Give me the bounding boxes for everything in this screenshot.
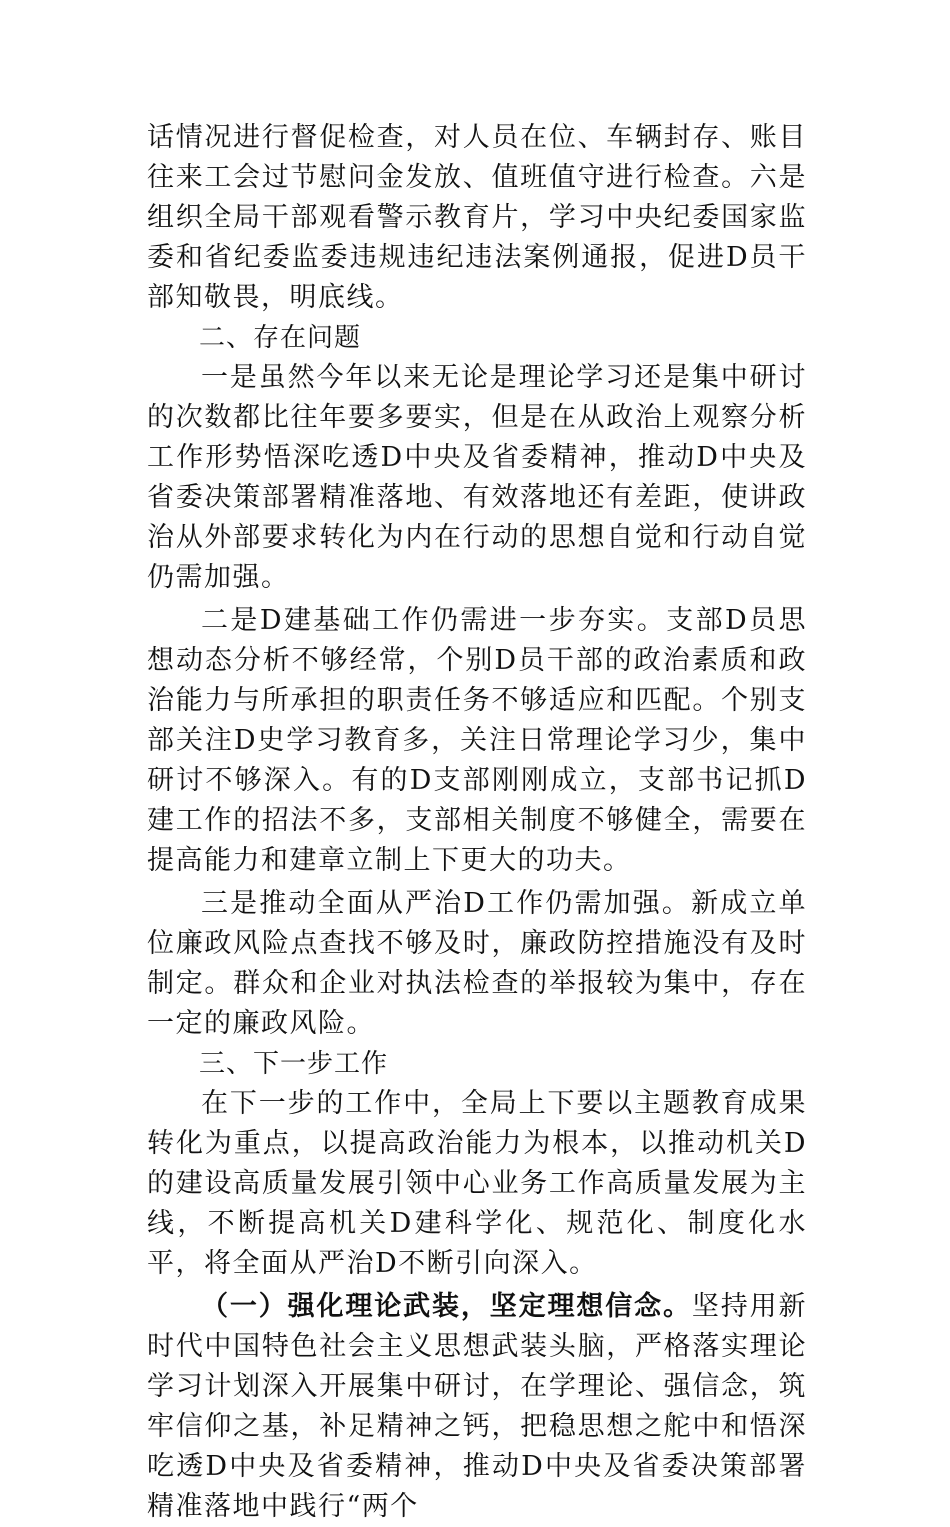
paragraph-continuation: 话情况进行督促检查，对人员在位、车辆封存、账目往来工会过节慰问金发放、值班值守进行检查。六是组织全局干部观看警示教育片，学习中央纪委国家监委和省纪委监委违规违纪违法案例通报，促进D员干部知敬畏，明底线。	[147, 122, 807, 313]
paragraph-problem-3: 三是推动全面从严治D工作仍需加强。新成立单位廉政风险点查找不够及时，廉政防控措施没有及时制定。群众和企业对执法检查的举报较为集中，存在一定的廉政风险。	[147, 888, 807, 1039]
section-heading-problems: 二、存在问题	[199, 323, 362, 353]
item-1-body: 坚持用新时代中国特色社会主义思想武装头脑，严格落实理论学习计划深入开展集中研讨，在学理论、强信念，筑牢信仰之基，补足精神之钙，把稳思想之舵中和悟深吃透D中央及省委精神，推动D中央及省委决策部署精准落地中践行“两个	[147, 1291, 807, 1522]
document-body	[147, 118, 807, 1527]
section-heading-next-steps: 三、下一步工作	[199, 1049, 389, 1079]
paragraph-next-item-1	[147, 1287, 807, 1527]
paragraph-next-intro: 在下一步的工作中，全局上下要以主题教育成果转化为重点，以提高政治能力为根本，以推动机关D的建设高质量发展引领中心业务工作高质量发展为主线，不断提高机关D建科学化、规范化、制度化水平，将全面从严治D不断引向深入。	[147, 1088, 807, 1279]
paragraph-problem-2: 二是D建基础工作仍需进一步夯实。支部D员思想动态分析不够经常，个别D员干部的政治素质和政治能力与所承担的职责任务不够适应和匹配。个别支部关注D史学习教育多，关注日常理论学习少，集中研讨不够深入。有的D支部刚刚成立，支部书记抓D建工作的招法不多，支部相关制度不够健全，需要在提高能力和建章立制上下更大的功夫。	[147, 605, 807, 876]
item-1-lead: （一）强化理论武装，坚定理想信念。	[201, 1291, 692, 1322]
paragraph-problem-1: 一是虽然今年以来无论是理论学习还是集中研讨的次数都比往年要多要实，但是在从政治上观察分析工作形势悟深吃透D中央及省委精神，推动D中央及省委决策部署精准落地、有效落地还有差距，使讲政治从外部要求转化为内在行动的思想自觉和行动自觉仍需加强。	[147, 362, 807, 593]
